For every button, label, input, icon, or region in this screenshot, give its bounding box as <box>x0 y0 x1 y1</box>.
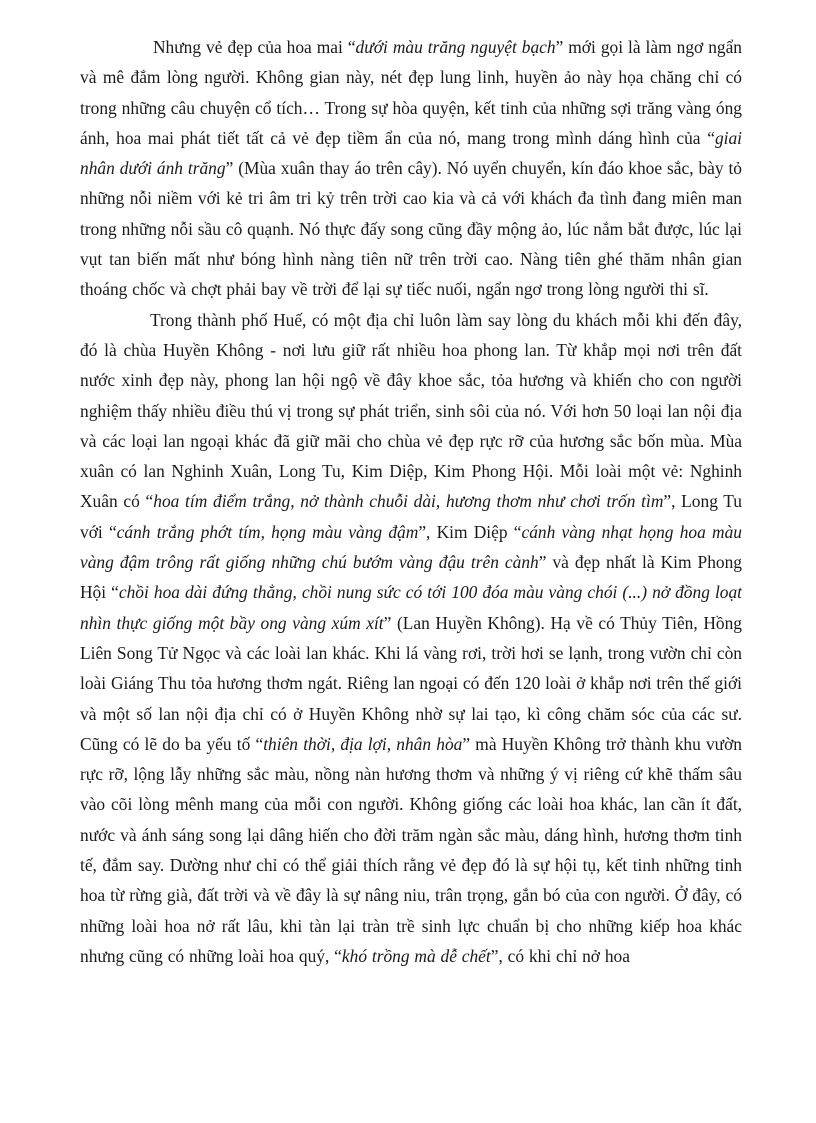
quote-run: khó trồng mà dễ chết <box>341 945 491 966</box>
paragraph-huyen-khong-orchids <box>80 305 742 972</box>
text-run: ” (Lan Huyền Không). Hạ về có Thủy Tiên, Hồng Liên Song Tử Ngọc và các loài lan khác. Khi lá vàng rơi, trời hơi se lạnh, trong vườn chỉ còn loài Giáng Thu tỏa hương thơm ngát. Riêng lan ngoại có đến 120 loài ở khắp nơi trên thế giới và một số lan nội địa chỉ có ở Huyền Không nhờ sự lai tạo, kì công chăm sóc của các sư. Cũng có lẽ do ba yếu tố “ <box>80 612 742 754</box>
text-run: ” mà Huyền Không trở thành khu vườn rực rỡ, lộng lẫy những sắc màu, nồng nàn hương thơm và những ý vị riêng cứ khẽ thấm sâu vào cõi lòng mênh mang của mỗi con người. Không giống các loài hoa khác, lan cần ít đất, nước và ánh sáng song lại dâng hiến cho đời trăm ngàn sắc màu, dáng hình, hương thơm tinh tế, đắm say. Dường như chỉ có thể giải thích rằng vẻ đẹp đó là sự hội tụ, kết tinh những tinh hoa từ rừng già, đất trời và về đây là sự nâng niu, trân trọng, gắn bó của con người. Ở đây, có những loài hoa nở rất lâu, khi tàn lại tràn trề sinh lực chuẩn bị cho những kiếp hoa khác nhưng cũng có những loài hoa quý, “ <box>80 733 743 966</box>
text-run: ” mới gọi là làm ngơ ngẩn và mê đắm lòng người. Không gian này, nét đẹp lung linh, huyền ảo này họa chăng chỉ có trong những câu chuyện cổ tích… Trong sự hòa quyện, kết tinh của những sợi trăng vàng óng ánh, hoa mai phát tiết tất cả vẻ đẹp tiềm ẩn của nó, mang trong mình dáng hình của “ <box>80 37 743 148</box>
quote-run: chồi hoa dài đứng thẳng, chồi nung sức có tới 100 đóa màu vàng chói (...) nở đồng loạt nhìn thực giống một bầy ong vàng xúm xít <box>80 582 743 633</box>
quote-run: giai nhân dưới ánh trăng <box>80 127 742 179</box>
text-run: Nhưng vẻ đẹp của hoa mai “ <box>153 37 356 57</box>
text-run: ”, Long Tu với “ <box>80 491 742 542</box>
quote-run: hoa tím điểm trắng, nở thành chuỗi dài, hương thơm như chơi trốn tìm <box>153 491 664 512</box>
quote-run: dưới màu trăng nguyệt bạch <box>355 37 556 57</box>
quote-run: thiên thời, địa lợi, nhân hòa <box>263 733 463 754</box>
body-text <box>80 32 742 971</box>
text-run: ”, Kim Diệp “ <box>418 521 522 542</box>
quote-run: cánh vàng nhạt họng hoa màu vàng đậm trông rất giống những chú bướm vàng đậu trên cành <box>80 521 742 573</box>
text-run: ” (Mùa xuân thay áo trên cây). Nó uyển chuyển, kín đáo khoe sắc, bày tỏ những nỗi niềm với kẻ tri âm tri kỷ trên trời cao kia và cả với khách đa tình đang miên man trong những nỗi sầu cô quạnh. Nó thực đấy song cũng đầy mộng ảo, lúc nắm bắt được, lúc lại vụt tan biến mất như bóng hình nàng tiên nữ trên trời cao. Nàng tiên ghé thăm nhân gian thoáng chốc và chợt phải bay về trời để lại sự tiếc nuối, ngẩn ngơ trong lòng người thi sĩ. <box>80 158 742 300</box>
text-run: ” và đẹp nhất là Kim Phong Hội “ <box>80 552 742 603</box>
paragraph-plum-blossom <box>80 32 742 305</box>
quote-run: cánh trắng phớt tím, họng màu vàng đậm <box>116 521 419 542</box>
text-run: ”, có khi chỉ nở hoa <box>490 945 630 966</box>
text-run: Trong thành phố Huế, có một địa chỉ luôn làm say lòng du khách mỗi khi đến đây, đó là chùa Huyền Không - nơi lưu giữ rất nhiều hoa phong lan. Từ khắp mọi nơi trên đất nước xinh đẹp này, phong lan hội ngộ về đây khoe sắc, tỏa hương và khiến cho con người nghiệm thấy nhiều điều thú vị trong sự phát triển, sinh sôi của nó. Với hơn 50 loại lan nội địa và các loại lan ngoại khác đã giữ mãi cho chùa vẻ đẹp rực rỡ của hương sắc bốn mùa. Mùa xuân có lan Nghinh Xuân, Long Tu, Kim Diệp, Kim Phong Hội. Mỗi loài một vẻ: Nghinh Xuân có “ <box>80 309 742 512</box>
